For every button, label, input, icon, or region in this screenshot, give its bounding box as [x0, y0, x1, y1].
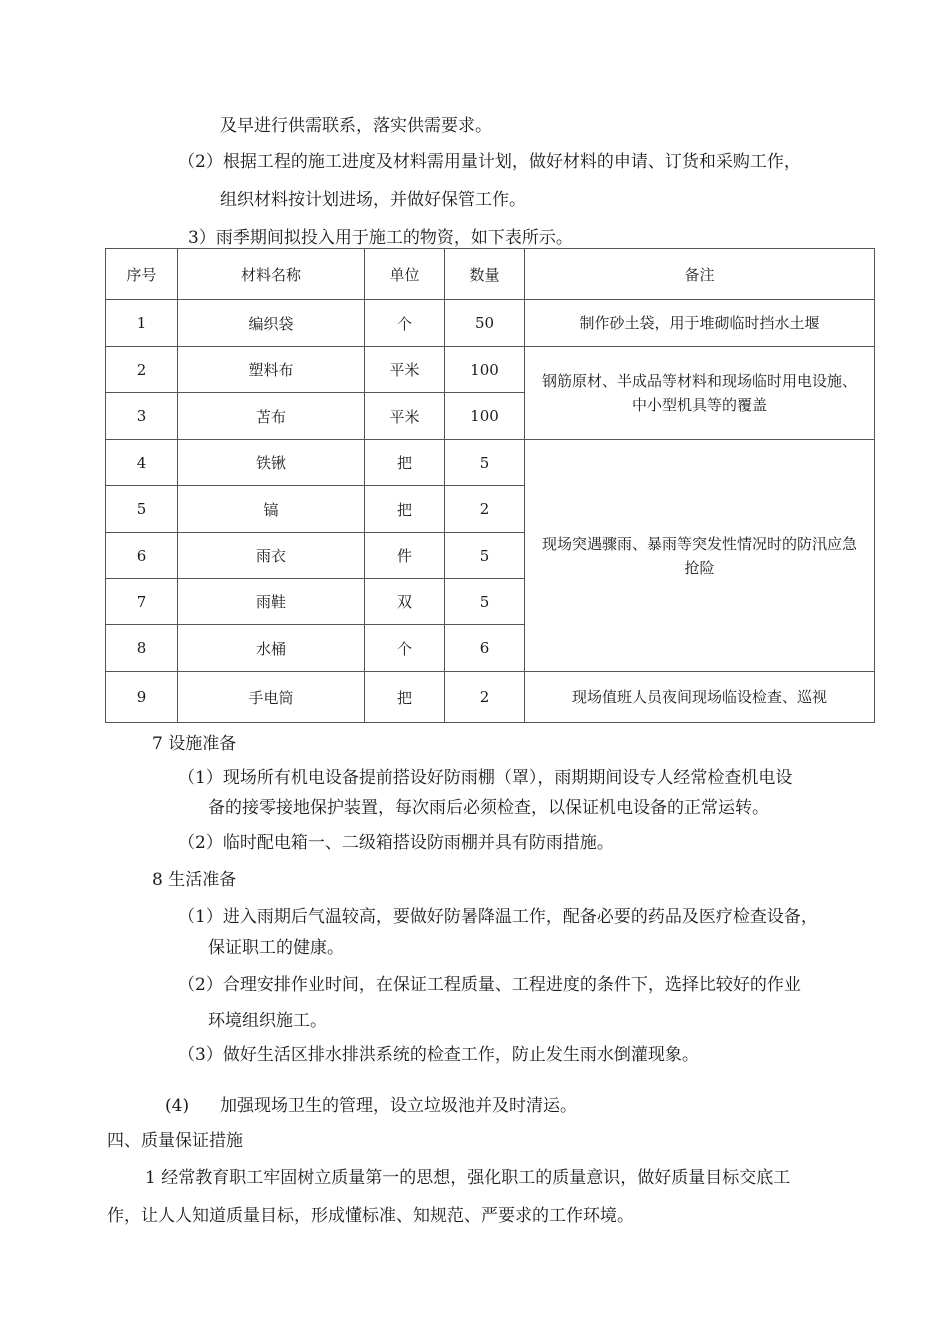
cell-name: 水桶 — [178, 625, 365, 672]
cell-unit: 个 — [365, 625, 445, 672]
paragraph-line: 组织材料按计划进场，并做好保管工作。 — [220, 190, 526, 210]
cell-no: 9 — [106, 672, 178, 723]
list-number: (4) — [165, 1096, 190, 1116]
cell-note: 钢筋原材、半成品等材料和现场临时用电设施、中小型机具等的覆盖 — [525, 347, 875, 440]
cell-unit: 件 — [365, 533, 445, 579]
header-cell: 序号 — [106, 249, 178, 300]
cell-name: 手电筒 — [178, 672, 365, 723]
section-heading: 四、质量保证措施 — [107, 1131, 243, 1151]
materials-table — [105, 248, 875, 723]
paragraph-line: 备的接零接地保护装置，每次雨后必须检查，以保证机电设备的正常运转。 — [208, 798, 769, 818]
table-row — [106, 672, 875, 723]
table-row — [106, 440, 875, 486]
paragraph-line: （3）做好生活区排水排洪系统的检查工作，防止发生雨水倒灌现象。 — [178, 1045, 699, 1065]
header-cell: 单位 — [365, 249, 445, 300]
cell-name: 编织袋 — [178, 300, 365, 347]
cell-no: 6 — [106, 533, 178, 579]
cell-no: 7 — [106, 579, 178, 625]
paragraph-line: 加强现场卫生的管理，设立垃圾池并及时清运。 — [220, 1096, 577, 1116]
cell-name: 雨鞋 — [178, 579, 365, 625]
cell-name: 塑料布 — [178, 347, 365, 393]
cell-note: 制作砂土袋，用于堆砌临时挡水土堰 — [525, 300, 875, 347]
table-row — [106, 347, 875, 393]
paragraph-line: 环境组织施工。 — [208, 1011, 327, 1031]
cell-unit: 双 — [365, 579, 445, 625]
paragraph-line: （2）根据工程的施工进度及材料需用量计划，做好材料的申请、订货和采购工作， — [178, 152, 801, 172]
cell-unit: 平米 — [365, 393, 445, 440]
cell-no: 3 — [106, 393, 178, 440]
cell-no: 2 — [106, 347, 178, 393]
table-row — [106, 300, 875, 347]
cell-unit: 个 — [365, 300, 445, 347]
cell-note: 现场值班人员夜间现场临设检查、巡视 — [525, 672, 875, 723]
cell-no: 8 — [106, 625, 178, 672]
paragraph-line: 及早进行供需联系，落实供需要求。 — [220, 116, 492, 136]
header-cell: 数量 — [445, 249, 525, 300]
cell-unit: 把 — [365, 440, 445, 486]
paragraph-line: 1 经常教育职工牢固树立质量第一的思想，强化职工的质量意识，做好质量目标交底工 — [145, 1168, 791, 1188]
paragraph-line: （1）现场所有机电设备提前搭设好防雨棚（罩），雨期期间设专人经常检查机电设 — [178, 768, 793, 788]
paragraph-line: （2）合理安排作业时间，在保证工程质量、工程进度的条件下，选择比较好的作业 — [178, 975, 801, 995]
paragraph-line: （2）临时配电箱一、二级箱搭设防雨棚并具有防雨措施。 — [178, 833, 614, 853]
cell-no: 4 — [106, 440, 178, 486]
table-caption: 3）雨季期间拟投入用于施工的物资，如下表所示。 — [188, 228, 573, 248]
cell-qty: 2 — [445, 486, 525, 533]
cell-qty: 5 — [445, 533, 525, 579]
cell-name: 雨衣 — [178, 533, 365, 579]
cell-qty: 5 — [445, 579, 525, 625]
cell-name: 铁锹 — [178, 440, 365, 486]
cell-no: 1 — [106, 300, 178, 347]
section-heading: 7 设施准备 — [152, 734, 237, 754]
header-cell: 材料名称 — [178, 249, 365, 300]
cell-unit: 把 — [365, 672, 445, 723]
cell-name: 苫布 — [178, 393, 365, 440]
cell-qty: 100 — [445, 347, 525, 393]
table-header-row — [106, 249, 875, 300]
cell-unit: 平米 — [365, 347, 445, 393]
paragraph-line: 作，让人人知道质量目标，形成懂标准、知规范、严要求的工作环境。 — [107, 1206, 634, 1226]
paragraph-line: 保证职工的健康。 — [208, 938, 344, 958]
cell-qty: 50 — [445, 300, 525, 347]
header-cell: 备注 — [525, 249, 875, 300]
cell-unit: 把 — [365, 486, 445, 533]
cell-qty: 100 — [445, 393, 525, 440]
cell-name: 镐 — [178, 486, 365, 533]
paragraph-line: （1）进入雨期后气温较高，要做好防暑降温工作，配备必要的药品及医疗检查设备， — [178, 907, 818, 927]
section-heading: 8 生活准备 — [152, 870, 237, 890]
cell-note: 现场突遇骤雨、暴雨等突发性情况时的防汛应急抢险 — [525, 440, 875, 672]
cell-no: 5 — [106, 486, 178, 533]
cell-qty: 5 — [445, 440, 525, 486]
cell-qty: 2 — [445, 672, 525, 723]
cell-qty: 6 — [445, 625, 525, 672]
